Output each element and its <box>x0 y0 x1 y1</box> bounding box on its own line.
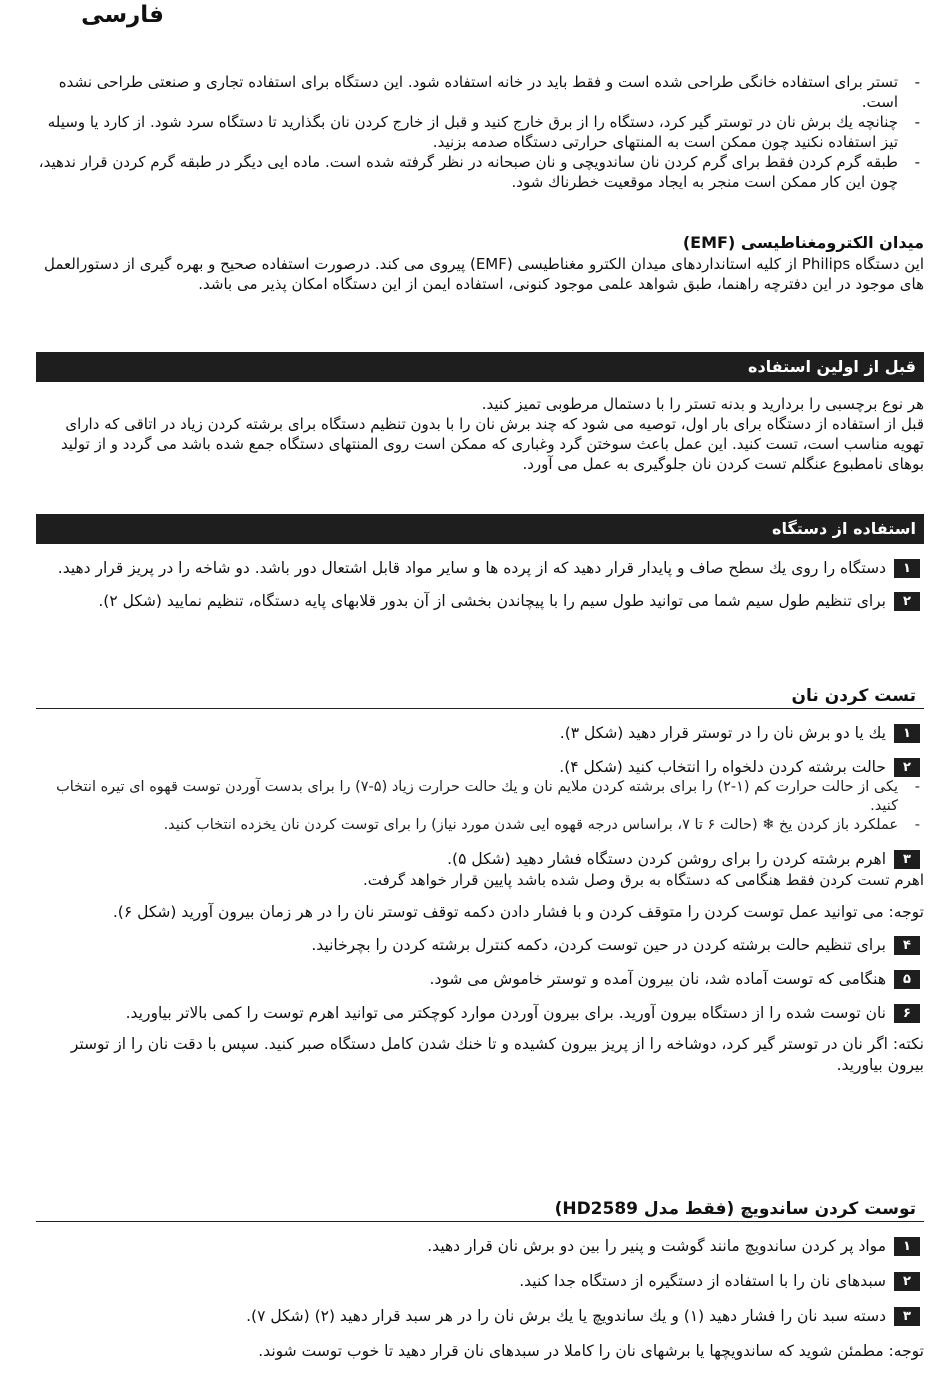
step-text: نان توست شده را از دستگاه بیرون آورید. برای بیرون آوردن موارد كوچكتر می توانید اهرم توست را كمی بالاتر بیاورید. <box>125 1004 886 1022</box>
step-number: ۱ <box>894 1237 920 1256</box>
step-number: ۱ <box>894 724 920 743</box>
language-title: فارسی <box>81 2 164 28</box>
paragraph: هر نوع برچسبی را بردارید و بدنه تستر را با دستمال مرطوبی تمیز كنید. <box>481 395 924 413</box>
paragraph: قبل از استفاده از دستگاه برای بار اول، توصیه می شود كه چند برش نان را با بدون تنظیم دستگاه برای برشته كردن زیاد در اتاقی كه دارای تهویه مناسب است، تست كنید. این عمل باعث سوختن گرد وغباری كه ممكن است روی المنتهای دستگاه جمع شده باشد می گردد و از تولید بوهای نامطبوع عنگلم تست كردن نان جلوگیری به عمل می آورد. <box>60 415 924 473</box>
step-item <box>36 849 924 870</box>
emf-text: این دستگاه Philips از كلیه استانداردهای میدان الكترو مغناطیسی (EMF) پیروی می كند. درصورت استفاده صحیح و بهره گیری از دستورالعمل های موجود در این دفترچه راهنما، طبق شواهد علمی موجود كنونی، استفاده ایمن از این دستگاه امكان پذیر می باشد. <box>44 255 924 293</box>
tip: نكته: اگر نان در توستر گیر كرد، دوشاخه را از پریز بیرون كشیده و تا خنك شدن كامل دستگاه صبر كنید. سپس با دقت نان را از توستر بیرون بیاورید. <box>70 1035 924 1074</box>
step-text: مواد پر كردن ساندویچ مانند گوشت و پنیر را بین دو برش نان قرار دهید. <box>427 1237 886 1255</box>
step-item <box>36 1236 924 1257</box>
section-heading-bar: قبل از اولین استفاده <box>36 352 924 382</box>
step-item <box>36 1306 924 1327</box>
list-item: - تستر برای استفاده خانگی طراحی شده است و فقط باید در خانه استفاده شود. این دستگاه برای استفاده تجاری و صنعتی طراحی نشده است. <box>36 72 924 112</box>
step-item <box>36 1003 924 1024</box>
section-heading-bar: استفاده از دستگاه <box>36 514 924 544</box>
intro-bullets <box>36 72 924 192</box>
step-number: ۳ <box>894 1307 920 1326</box>
step-item <box>36 757 924 778</box>
toasting-section <box>36 684 924 1076</box>
emf-heading: میدان الكترومغناطیسی (EMF) <box>682 233 924 252</box>
list-item: - عملكرد باز كردن یخ ❄ (حالت ۶ تا ۷، براساس درجه قهوه ایی شدن مورد نیاز) را برای توست كردن نان یخزده انتخاب كنید. <box>36 816 924 835</box>
step-item <box>36 969 924 990</box>
step-number: ۱ <box>894 559 920 578</box>
note: توجه: مطمئن شوید كه ساندویچها یا برشهای نان را كاملا در سبدهای نان قرار دهید تا خوب توست شوند. <box>258 1342 924 1360</box>
step-number: ۲ <box>894 592 920 611</box>
step-item <box>36 1271 924 1292</box>
note: توجه: می توانید عمل توست كردن را متوقف كردن و با فشار دادن دكمه توقف توستر نان را در هر زمان بیرون آورید (شكل ۶). <box>112 903 924 921</box>
step-item <box>36 591 924 612</box>
step-text: حالت برشته كردن دلخواه را انتخاب كنید (شكل ۴). <box>559 758 886 776</box>
list-item: - چنانچه یك برش نان در توستر گیر كرد، دستگاه را از برق خارج كنید و قبل از خارج كردن نان بگذارید تا دستگاه سرد شود. از كارد یا وسیله تیز استفاده نكنید چون ممكن است به المنتهای حرارتی دستگاه صدمه بزنید. <box>36 112 924 152</box>
step-text: اهرم برشته كردن را برای روشن كردن دستگاه فشار دهید (شكل ۵). <box>447 850 886 868</box>
step-text: برای تنظیم حالت برشته كردن در حین توست كردن، دكمه كنترل برشته كردن را بچرخانید. <box>311 936 886 954</box>
step-number: ۳ <box>894 850 920 869</box>
step-number: ۴ <box>894 936 920 955</box>
step-number: ۶ <box>894 1004 920 1023</box>
step-item <box>36 935 924 956</box>
step-number: ۲ <box>894 758 920 777</box>
step-number: ۵ <box>894 970 920 989</box>
step-text: دستگاه را روی یك سطح صاف و پایدار قرار دهید كه از پرده ها و سایر مواد قابل اشتعال دور باشد. دو شاخه را در پریز قرار دهید. <box>57 559 886 577</box>
list-item: - یكی از حالت حرارت كم (۱-۲) را برای برشته كردن ملایم نان و یك حالت حرارت زیاد (۵-۷) را برای بدست آوردن توست قهوه ای تیره انتخاب كنید. <box>36 778 924 816</box>
subsection-heading: تست كردن نان <box>36 684 924 709</box>
step-text: برای تنظیم طول سیم شما می توانید طول سیم را با پیچاندن بخشی از آن بدور قلابهای پایه دستگاه، تنظیم نمایید (شكل ۲). <box>98 592 886 610</box>
step-subtext: اهرم تست كردن فقط هنگامی كه دستگاه به برق وصل شده باشد پایین قرار خواهد گرفت. <box>363 871 924 889</box>
step-text: یك یا دو برش نان را در توستر قرار دهید (شكل ۳). <box>559 724 886 742</box>
emf-section <box>36 232 924 294</box>
using-section <box>36 514 924 612</box>
step-item <box>36 558 924 579</box>
list-item: - طبقه گرم كردن فقط برای گرم كردن نان ساندویچی و نان صبحانه در نظر گرفته شده است. ماده ایی دیگر در طبقه گرم كردن قرار ندهید، چون این كار ممكن است منجر به ایجاد موقعیت خطرناك شود. <box>36 152 924 192</box>
sandwich-section <box>36 1197 924 1362</box>
step-item <box>36 723 924 744</box>
before-first-use-section <box>36 352 924 474</box>
step-text: هنگامی كه توست آماده شد، نان بیرون آمده و توستر خاموش می شود. <box>429 970 886 988</box>
step-text: سبدهای نان را با استفاده از دستگیره از دستگاه جدا كنید. <box>519 1272 886 1290</box>
step-number: ۲ <box>894 1272 920 1291</box>
subsection-heading: توست كردن ساندویچ (فقط مدل HD2589) <box>36 1197 924 1222</box>
step-text: دسته سبد نان را فشار دهید (۱) و یك ساندویچ یا یك برش نان را در هر سبد قرار دهید (۲) (شكل ۷). <box>246 1307 886 1325</box>
